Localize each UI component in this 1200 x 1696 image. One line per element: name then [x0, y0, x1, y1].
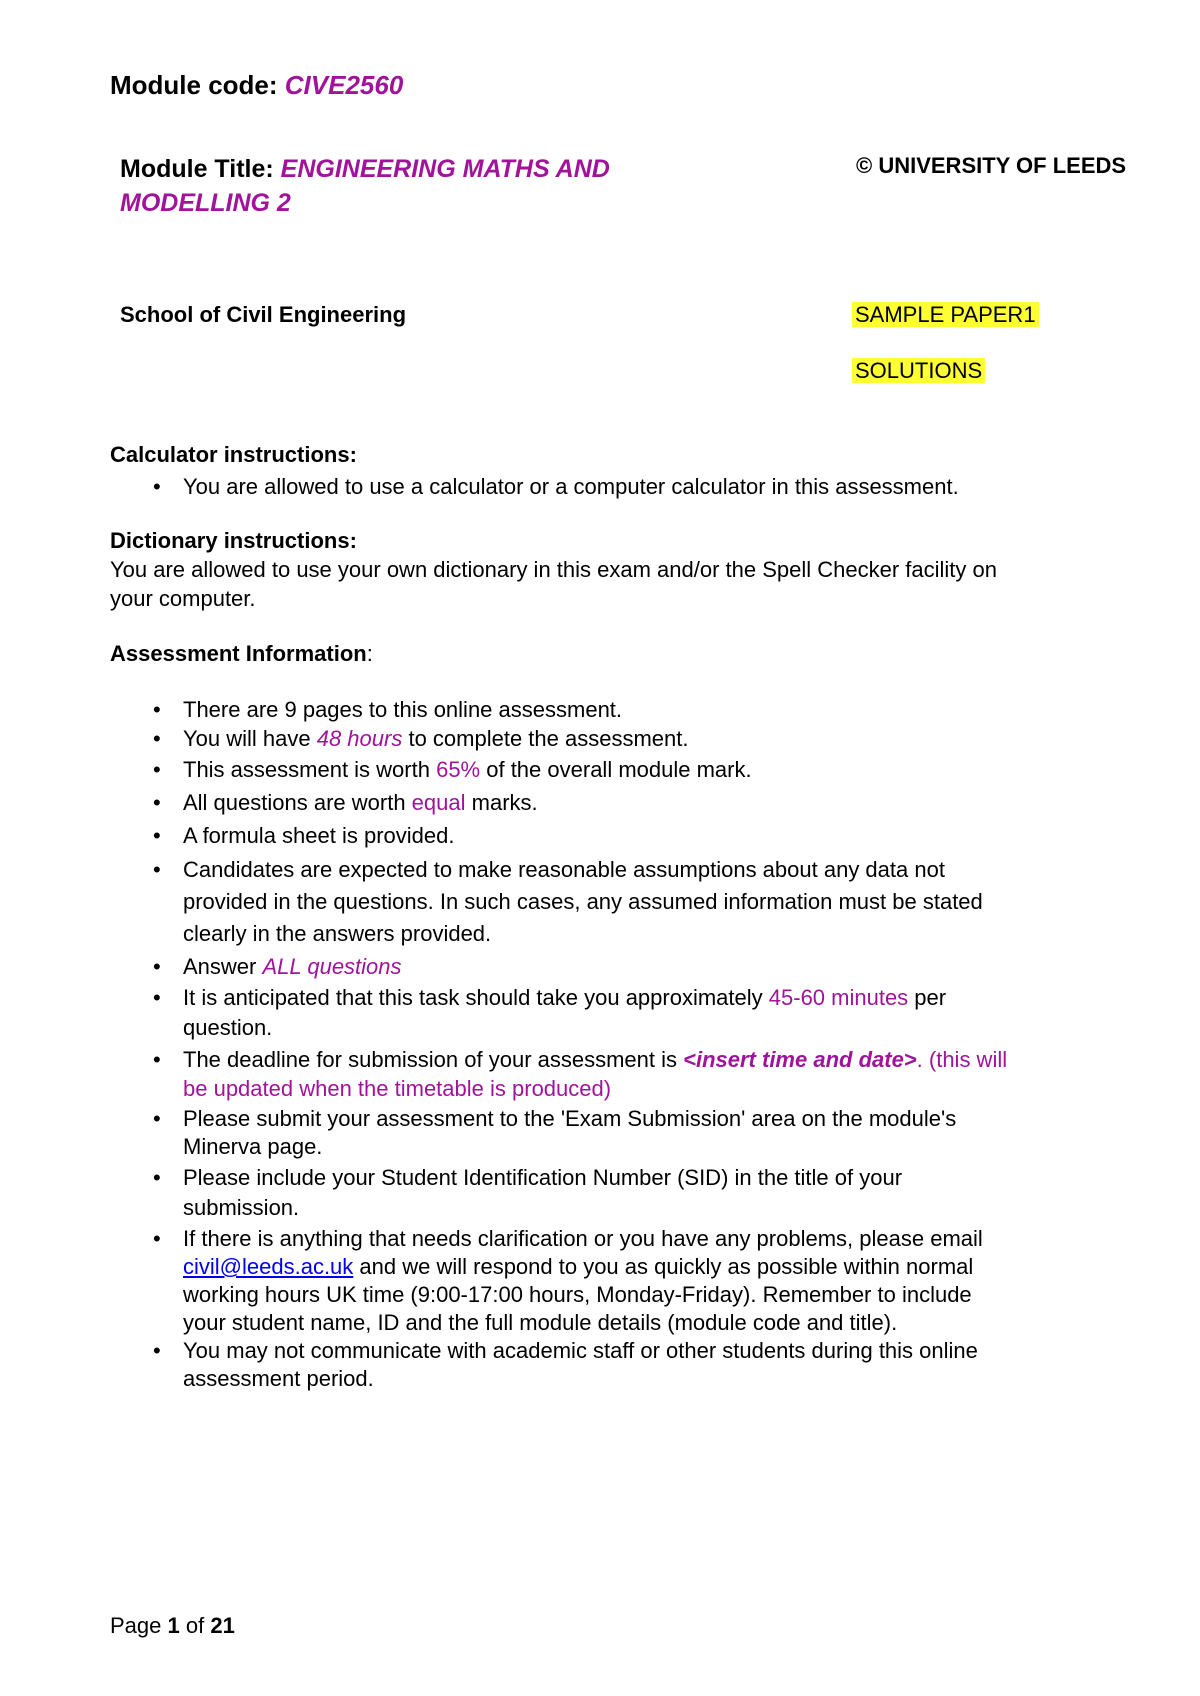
list-item — [110, 1105, 1110, 1161]
bullet-assumptions-l1: Candidates are expected to make reasonable assumptions about any data not — [183, 857, 945, 882]
solutions-highlight: SOLUTIONS — [852, 358, 985, 383]
list-item — [110, 854, 1110, 950]
bullet-pages: There are 9 pages to this online assessment. — [183, 697, 623, 722]
bullet-deadline-l2: be updated when the timetable is produced) — [183, 1076, 612, 1101]
list-item — [110, 724, 1110, 753]
bullet-hours-pre: You will have — [183, 726, 317, 751]
bullet-hours-value: 48 hours — [316, 726, 403, 751]
calculator-heading: Calculator instructions: — [110, 442, 357, 467]
bullet-assumptions-l3: clearly in the answers provided. — [183, 921, 492, 946]
list-item — [110, 1225, 1110, 1337]
list-item — [110, 952, 1110, 981]
bullet-deadline-value: <insert time and date> — [683, 1047, 917, 1072]
bullet-submit-l2: Minerva page. — [183, 1134, 323, 1159]
list-item — [110, 1337, 1110, 1393]
bullet-worth-pre: This assessment is worth — [183, 757, 437, 782]
bullet-equal-value: equal — [411, 790, 466, 815]
sample-paper-tag — [852, 302, 1039, 328]
bullet-contact-l4: your student name, ID and the full module details (module code and title). — [183, 1310, 898, 1335]
footer-of-label: of — [179, 1613, 211, 1638]
bullet-answer-pre: Answer — [183, 954, 263, 979]
list-item — [110, 983, 1110, 1043]
bullet-time-l2: question. — [183, 1015, 273, 1040]
module-title-label: Module Title: — [120, 155, 281, 183]
email-link[interactable]: civil@leeds.ac.uk — [183, 1254, 354, 1279]
bullet-worth-post: of the overall module mark. — [480, 757, 752, 782]
list-item — [110, 695, 1110, 724]
page-footer — [110, 1613, 235, 1639]
list-item — [110, 1045, 1110, 1103]
bullet-time-pre: It is anticipated that this task should take you approximately — [183, 985, 769, 1010]
bullet-deadline-post: . (this will — [916, 1047, 1008, 1072]
bullet-time-value: 45-60 minutes — [768, 985, 909, 1010]
sample-paper-highlight: SAMPLE PAPER1 — [852, 302, 1039, 327]
list-item — [110, 788, 1110, 817]
bullet-communicate-l2: assessment period. — [183, 1366, 374, 1391]
bullet-contact-l1: If there is anything that needs clarification or you have any problems, please email — [183, 1226, 983, 1251]
assessment-list — [110, 695, 1110, 1393]
bullet-equal-pre: All questions are worth — [183, 790, 412, 815]
footer-page-label: Page — [110, 1613, 168, 1638]
calculator-list — [110, 472, 1110, 501]
list-item — [110, 755, 1110, 784]
module-title-line2: MODELLING 2 — [120, 189, 291, 217]
solutions-tag — [852, 358, 985, 384]
list-item — [110, 1163, 1110, 1223]
bullet-time-post: per — [908, 985, 947, 1010]
bullet-equal-post: marks. — [465, 790, 538, 815]
bullet-deadline-pre: The deadline for submission of your assessment is — [183, 1047, 684, 1072]
bullet-assumptions-l2: provided in the questions. In such cases, any assumed information must be stated — [183, 889, 983, 914]
module-title-block — [120, 152, 720, 220]
module-title-line1: ENGINEERING MATHS AND — [280, 155, 610, 183]
module-code-label: Module code: — [110, 70, 285, 100]
bullet-contact-l3: working hours UK time (9:00-17:00 hours, Monday-Friday). Remember to include — [183, 1282, 972, 1307]
assessment-heading — [110, 641, 373, 667]
calculator-bullet-text: You are allowed to use a calculator or a computer calculator in this assessment. — [183, 474, 959, 499]
school-name: School of Civil Engineering — [120, 302, 407, 327]
bullet-formula: A formula sheet is provided. — [183, 823, 455, 848]
bullet-contact-l2: and we will respond to you as quickly as possible within normal — [353, 1254, 974, 1279]
bullet-answer-value: ALL questions — [262, 954, 402, 979]
assessment-heading-text: Assessment Information — [110, 641, 367, 666]
bullet-hours-post: to complete the assessment. — [402, 726, 689, 751]
bullet-sid-l2: submission. — [183, 1195, 300, 1220]
module-code-line — [110, 70, 403, 101]
dictionary-line1: You are allowed to use your own dictionary in this exam and/or the Spell Checker facility on — [110, 557, 998, 582]
module-code-value: CIVE2560 — [284, 70, 404, 100]
dictionary-line2: your computer. — [110, 586, 256, 611]
bullet-communicate-l1: You may not communicate with academic staff or other students during this online — [183, 1338, 978, 1363]
assessment-heading-colon: : — [366, 641, 373, 666]
copyright-notice: © UNIVERSITY OF LEEDS — [856, 153, 1127, 178]
footer-page-total: 21 — [210, 1613, 235, 1638]
dictionary-text — [110, 555, 1110, 613]
list-item — [110, 472, 1110, 501]
footer-page-number: 1 — [167, 1613, 180, 1638]
list-item — [110, 821, 1110, 850]
dictionary-heading: Dictionary instructions: — [110, 528, 357, 553]
bullet-submit-l1: Please submit your assessment to the 'Exam Submission' area on the module's — [183, 1106, 957, 1131]
bullet-sid-l1: Please include your Student Identification Number (SID) in the title of your — [183, 1165, 903, 1190]
bullet-worth-value: 65% — [436, 757, 481, 782]
